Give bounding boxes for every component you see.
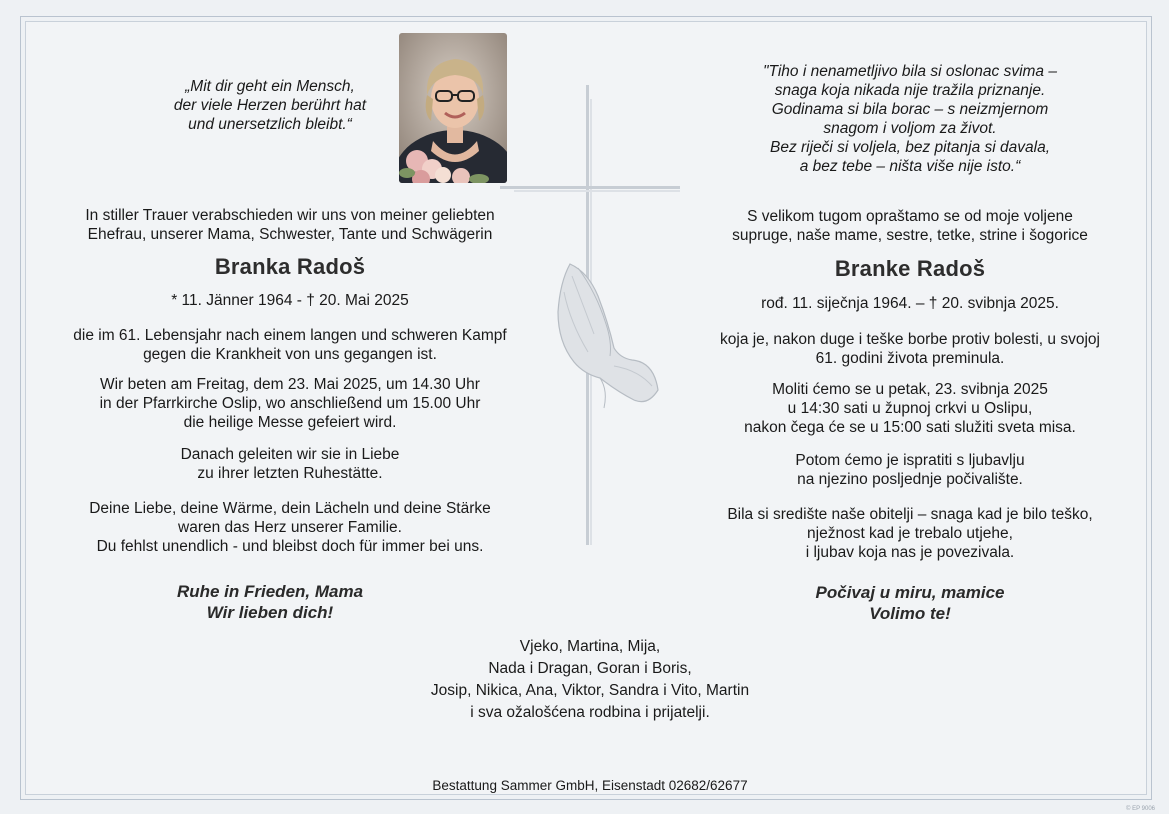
left-intro-line: Ehefrau, unserer Mama, Schwester, Tante und Schwägerin — [87, 226, 493, 243]
right-passed-line: koja je, nakon duge i teške borbe protiv bolesti, u svojoj — [720, 331, 1100, 348]
right-burial-line: Potom ćemo je ispratiti s ljubavlju — [795, 452, 1025, 469]
right-burial-line: na njezino posljednje počivalište. — [797, 471, 1023, 488]
left-passed — [40, 326, 540, 364]
left-passed-line: die im 61. Lebensjahr nach einem langen und schweren Kampf — [73, 327, 507, 344]
right-quote-line: Godinama si bila borac – s neizmjernom — [771, 101, 1049, 118]
right-quote — [700, 62, 1120, 176]
mourners-line: Nada i Dragan, Goran i Boris, — [488, 660, 692, 677]
left-quote-line: der viele Herzen berührt hat — [173, 97, 367, 114]
right-mass-line: nakon čega će se u 15:00 sati služiti sveta misa. — [744, 419, 1076, 436]
right-quote-line: "Tiho i nenametljivo bila si oslonac svima – — [763, 63, 1057, 80]
right-quote-line: snaga koja nikada nije tražila priznanje. — [774, 82, 1046, 99]
left-closing — [40, 581, 500, 623]
right-passed — [680, 330, 1140, 368]
left-closing-line: Ruhe in Frieden, Mama — [176, 582, 364, 601]
right-intro — [680, 207, 1140, 245]
left-passed-line: gegen die Krankheit von uns gegangen ist. — [143, 346, 437, 363]
right-deceased-name: Branke Radoš — [834, 256, 986, 281]
right-love-line: nježnost kad je trebalo utjehe, — [807, 525, 1013, 542]
right-love — [680, 505, 1140, 562]
mourners-line: i sva ožalošćena rodbina i prijatelji. — [470, 704, 710, 721]
left-mass-line: in der Pfarrkirche Oslip, wo anschließend um 15.00 Uhr — [99, 395, 481, 412]
left-mass-line: die heilige Messe gefeiert wird. — [183, 414, 397, 431]
left-mass-line: Wir beten am Freitag, dem 23. Mai 2025, um 14.30 Uhr — [100, 376, 480, 393]
left-mass-info — [40, 375, 540, 432]
right-quote-line: snagom i voljom za život. — [823, 120, 997, 137]
left-love-line: waren das Herz unserer Familie. — [178, 519, 402, 536]
left-love-line: Du fehlst unendlich - und bleibst doch für immer bei uns. — [96, 538, 484, 555]
right-mass-line: u 14:30 sati u župnoj crkvi u Oslipu, — [787, 400, 1033, 417]
right-intro-line: supruge, naše mame, sestre, tetke, strine i šogorice — [732, 227, 1088, 244]
right-love-line: Bila si središte naše obitelji – snaga kad je bilo teško, — [727, 506, 1093, 523]
right-closing-line: Počivaj u miru, mamice — [815, 583, 1005, 602]
left-quote — [80, 77, 460, 134]
right-love-line: i ljubav koja nas je povezivala. — [805, 544, 1015, 561]
praying-hands-icon — [548, 262, 660, 410]
right-closing-line: Volimo te! — [869, 604, 951, 623]
left-love-line: Deine Liebe, deine Wärme, dein Lächeln und deine Stärke — [89, 500, 491, 517]
left-quote-line: und unersetzlich bleibt.“ — [188, 116, 352, 133]
left-intro-line: In stiller Trauer verabschieden wir uns von meiner geliebten — [85, 207, 495, 224]
copyright-mark: © EP 9006 — [1126, 806, 1155, 812]
left-burial-line: Danach geleiten wir sie in Liebe — [180, 446, 400, 463]
right-closing — [680, 582, 1140, 624]
right-quote-line: Bez riječi si voljela, bez pitanja si davala, — [770, 139, 1050, 156]
right-mass-line: Moliti ćemo se u petak, 23. svibnja 2025 — [772, 381, 1048, 398]
right-intro-line: S velikom tugom opraštamo se od moje voljene — [747, 208, 1073, 225]
left-intro — [40, 206, 540, 244]
mourners-line: Vjeko, Martina, Mija, — [519, 638, 661, 655]
funeral-home-footer: Bestattung Sammer GmbH, Eisenstadt 02682/62677 — [432, 778, 748, 793]
right-burial — [680, 451, 1140, 489]
left-dates: * 11. Jänner 1964 - † 20. Mai 2025 — [171, 292, 409, 309]
left-quote-line: „Mit dir geht ein Mensch, — [185, 78, 355, 95]
left-deceased-name: Branka Radoš — [214, 254, 366, 279]
left-closing-line: Wir lieben dich! — [206, 603, 334, 622]
left-burial-line: zu ihrer letzten Ruhestätte. — [197, 465, 383, 482]
right-dates: rođ. 11. siječnja 1964. – † 20. svibnja 2025. — [761, 295, 1059, 312]
right-quote-line: a bez tebe – ništa više nije isto.“ — [799, 158, 1021, 175]
mourners-line: Josip, Nikica, Ana, Viktor, Sandra i Vito, Martin — [430, 682, 750, 699]
mourners-list — [340, 636, 840, 724]
right-passed-line: 61. godini života preminula. — [815, 350, 1005, 367]
left-love — [40, 499, 540, 556]
left-burial — [40, 445, 540, 483]
right-mass-info — [680, 380, 1140, 437]
